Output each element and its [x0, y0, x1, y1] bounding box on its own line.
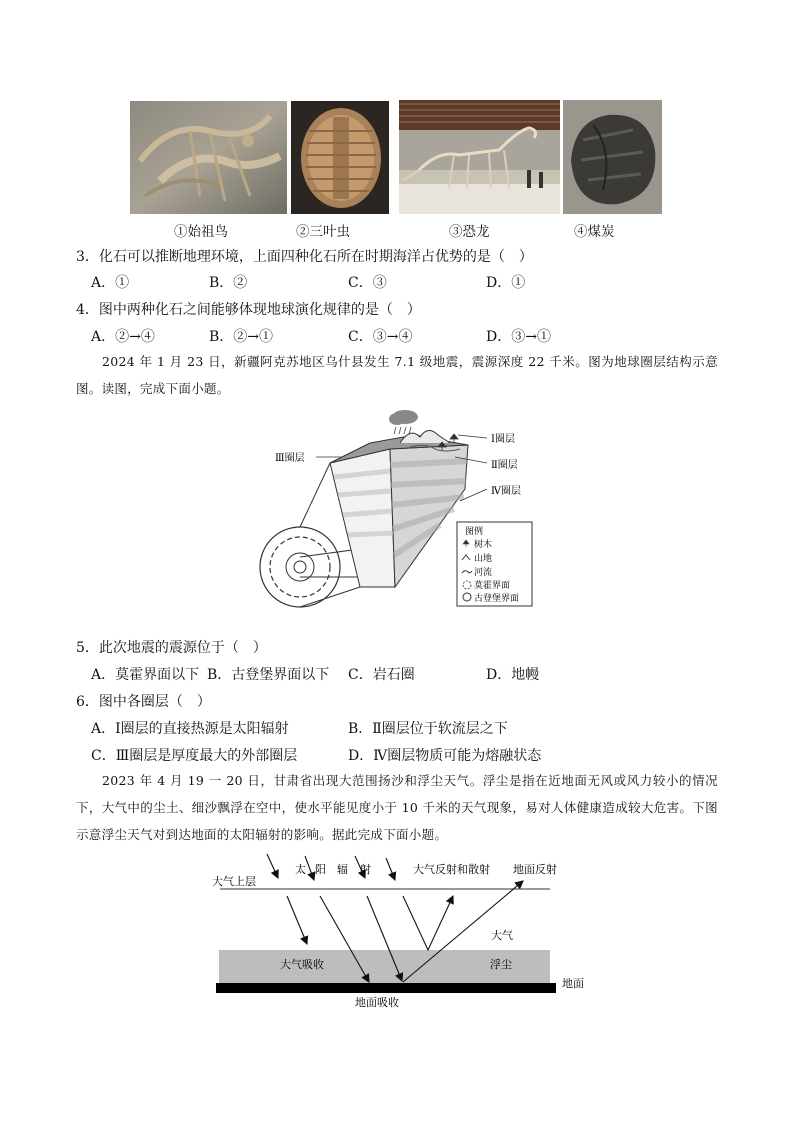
question-5-stem: 5．此次地震的震源位于（ ） [76, 640, 267, 656]
question-5-option-c[interactable]: C．岩石圈 [348, 667, 415, 683]
question-3-option-b[interactable]: B．② [209, 275, 248, 291]
label-solar-3: 辐 [337, 863, 348, 876]
legend-tree: 树木 [474, 540, 493, 550]
rain-cloud-icon [389, 410, 418, 434]
layer-label-2: Ⅱ圈层 [491, 460, 518, 471]
question-3-stem: 3．化石可以推断地理环境，上面四种化石所在时期海洋占优势的是（ ） [76, 249, 533, 265]
question-6-option-d[interactable]: D．Ⅳ圈层物质可能为熔融状态 [348, 748, 542, 764]
question-6-option-b[interactable]: B．Ⅱ圈层位于软流层之下 [348, 721, 508, 737]
layer-label-1: Ⅰ圈层 [491, 434, 515, 445]
legend-mountain: 山地 [474, 554, 493, 564]
question-6-option-a[interactable]: A．Ⅰ圈层的直接热源是太阳辐射 [91, 721, 289, 737]
label-solar-2: 阳 [315, 863, 326, 876]
question-5-option-b[interactable]: B．古登堡界面以下 [207, 667, 330, 683]
question-6-stem: 6．图中各圈层（ ） [76, 694, 211, 710]
question-4-option-a[interactable]: A．②→④ [91, 329, 155, 345]
passage-earthquake: 2024 年 1 月 23 日，新疆阿克苏地区乌什县发生 7.1 级地震，震源深度 22 千米。图为地球圈层结构示意图。读图，完成下面小题。 [76, 354, 718, 396]
label-solar-4: 射 [360, 863, 371, 876]
question-5-option-a[interactable]: A．莫霍界面以下 [91, 667, 200, 683]
label-atmosphere: 大气 [491, 929, 513, 942]
layer-label-3: Ⅲ圈层 [275, 453, 305, 464]
caption-trilobite: ②三叶虫 [296, 224, 350, 240]
question-4-option-b[interactable]: B．②→① [209, 329, 274, 345]
dinosaur-photo [399, 100, 560, 214]
legend-river: 河流 [474, 568, 493, 578]
question-5-option-d[interactable]: D．地幔 [486, 667, 540, 683]
label-atmos-absorb: 大气吸收 [280, 958, 324, 971]
question-4-option-c[interactable]: C．③→④ [348, 329, 413, 345]
passage-dust-weather: 2023 年 4 月 19 一 20 日，甘肃省出现大范围扬沙和浮尘天气。浮尘是指在近地面无风或风力较小的情况下，大气中的尘土、细沙飘浮在空中，使水平能见度小于 10 千米的天气现象，易对人体健康造成较大危害。下图示意浮尘天气对到达地面的太阳辐射的影响。据此完成下面小题。 [76, 773, 718, 842]
trilobite-photo [291, 101, 389, 214]
archaeopteryx-photo [130, 101, 287, 214]
layer-label-4: Ⅳ圈层 [491, 486, 521, 497]
label-ground-absorb: 地面吸收 [355, 996, 399, 1009]
question-4-option-d[interactable]: D．③→① [486, 329, 551, 345]
question-3-option-a[interactable]: A．① [91, 275, 130, 291]
earth-layers-diagram [250, 405, 550, 617]
caption-dinosaur: ③恐龙 [449, 224, 490, 240]
coal-photo [563, 100, 662, 214]
question-3-option-d[interactable]: D．① [486, 275, 526, 291]
label-ground: 地面 [562, 977, 584, 990]
solar-radiation-diagram [205, 848, 595, 1013]
question-4-stem: 4．图中两种化石之间能够体现地球演化规律的是（ ） [76, 302, 421, 318]
label-dust: 浮尘 [490, 958, 512, 971]
caption-archaeopteryx: ①始祖鸟 [174, 224, 228, 240]
legend-gutenberg: 古登堡界面 [474, 594, 520, 604]
label-upper-atmosphere: 大气上层 [212, 875, 256, 888]
question-6-option-c[interactable]: C．Ⅲ圈层是厚度最大的外部圈层 [91, 748, 298, 764]
label-solar-1: 太 [295, 863, 306, 876]
label-ground-reflect: 地面反射 [513, 863, 557, 876]
label-reflect-scatter: 大气反射和散射 [413, 863, 490, 876]
legend-moho: 莫霍界面 [474, 581, 511, 591]
question-3-option-c[interactable]: C．③ [348, 275, 387, 291]
legend-title: 图例 [465, 527, 484, 537]
caption-coal: ④煤炭 [574, 224, 615, 240]
